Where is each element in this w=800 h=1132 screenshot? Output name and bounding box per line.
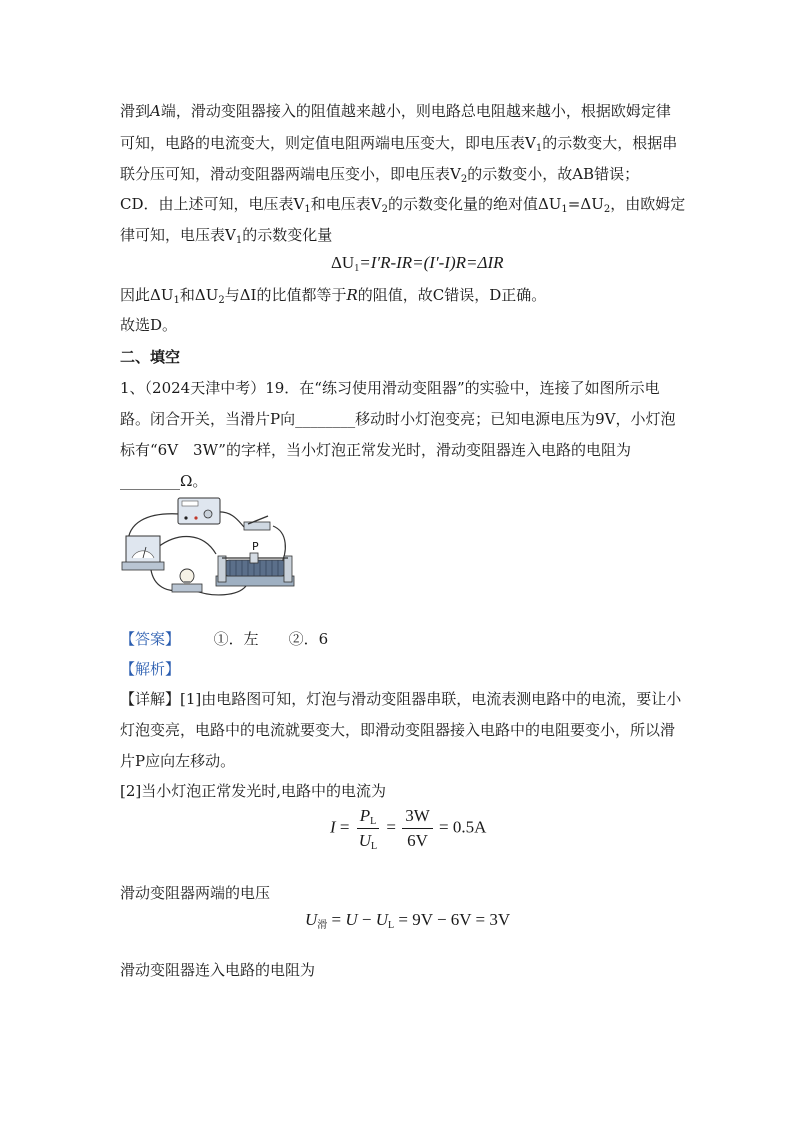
switch [244, 522, 270, 530]
solution-line-4: CD．由上述可知，电压表$V_1$和电压表$V_2$的示数变化量的绝对值$\Delta U_1=\Delta U_2$，由欧姆定 [120, 195, 686, 215]
solution-line-1: 滑到A端，滑动变阻器接入的阻值越来越小，则电路总电阻越来越小，根据欧姆定律 [120, 102, 671, 120]
question-line-1: 1、（2024天津中考）19．在“练习使用滑动变阻器”的实验中，连接了如图所示电 [120, 379, 660, 397]
ammeter [126, 536, 160, 564]
power-knob [204, 510, 212, 518]
bulb [180, 569, 194, 583]
answer-items: ①．左 ②．6 [213, 630, 329, 648]
detail-line-4: [2]当小灯泡正常发光时,电路中的电流为 [120, 782, 387, 800]
solution-line-5: 律可知，电压表$V_1$的示数变化量 [120, 226, 333, 246]
rheostat-base [216, 576, 294, 586]
solution-line-6: 因此$\Delta U_1$和$\Delta U_2$与ΔI的比值都等于R的阻值，故C错误，D正确。 [120, 286, 547, 306]
solution-line-7: 故选D。 [120, 316, 178, 334]
detail-line-1: 【详解】[1]由电路图可知，灯泡与滑动变阻器串联，电流表测电路中的电流，要让小 [120, 690, 682, 708]
circuit-figure [118, 492, 302, 606]
analysis-tag: 【解析】 [120, 660, 181, 678]
slider-label: P [252, 540, 259, 553]
current-equation: I = $\frac{P_L}{U_L}$ = $\frac{3W}{6V}$ = 0.5A [330, 806, 487, 852]
voltage-equation: $U_滑 = U - U_L = 9V - 6V = 3V$ [305, 910, 511, 931]
question-line-4: ________Ω。 [120, 472, 208, 490]
resistance-text: 滑动变阻器连入电路的电阻为 [120, 961, 316, 979]
question-line-2: 路。闭合开关，当滑片P向________移动时小灯泡变亮；已知电源电压为9V，小灯泡 [120, 410, 676, 428]
solution-line-3: 联分压可知，滑动变阻器两端电压变小，即电压表$V_2$的示数变小，故AB错误； [120, 165, 640, 185]
voltage-text: 滑动变阻器两端的电压 [120, 884, 271, 902]
detail-line-3: 片P应向左移动。 [120, 752, 236, 770]
bulb-base [172, 584, 202, 592]
solution-line-2: 可知，电路的电流变大，则定值电阻两端电压变大，即电压表$V_1$的示数变大，根据串 [120, 134, 678, 154]
answer-line [120, 629, 328, 649]
section-title: 二、填空 [120, 348, 181, 366]
slider-p [250, 553, 258, 563]
delta-u-formula: $\Delta U_1=I'R-IR=(I'-I)R=\Delta IR$ [331, 253, 504, 274]
wire [217, 512, 248, 529]
detail-line-2: 灯泡变亮，电路中的电流就要变大，即滑动变阻器接入电路中的电阻要变小，所以滑 [120, 721, 676, 739]
answer-tag: 【答案】 [120, 630, 181, 648]
wire [158, 537, 216, 554]
question-line-3: 标有“6V 3W”的字样，当小灯泡正常发光时，滑动变阻器连入电路的电阻为 [120, 441, 631, 459]
